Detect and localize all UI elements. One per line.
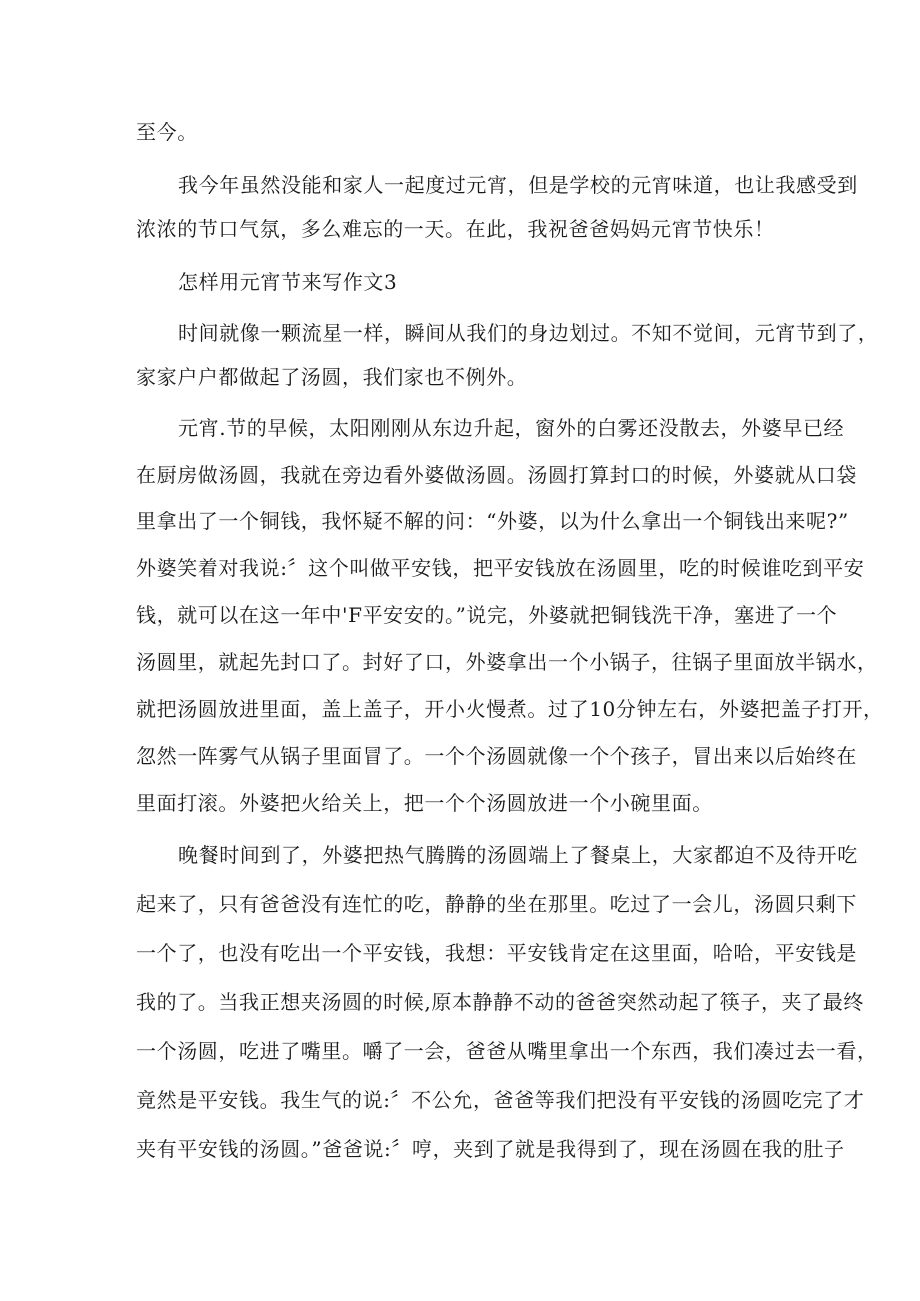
- paragraph-line: 外婆笑着对我说:〞这个叫做平安钱，把平安钱放在汤圆里，吃的时候谁吃到平安: [136, 556, 865, 580]
- paragraph-line: 竟然是平安钱。我生气的说:〞不公允，爸爸等我们把没有平安钱的汤圆吃完了才: [136, 1088, 865, 1112]
- paragraph-line: 钱，就可以在这一年中'F平安安的。”说完，外婆就把铜钱洗干净，塞进了一个: [136, 603, 838, 627]
- paragraph-line: 家家户户都做起了汤圆，我们家也不例外。: [136, 365, 528, 389]
- paragraph-line: 就把汤圆放进里面，盖上盖子，开小火慢煮。过了10分钟左右，外婆把盖子打开，: [136, 697, 884, 721]
- paragraph-line: 浓浓的节口气氛，多么难忘的一天。在此，我祝爸爸妈妈元宵节快乐！: [136, 217, 775, 241]
- paragraph-line: 忽然一阵雾气从锅子里面冒了。一个个汤圆就像一个个孩子，冒出来以后始终在: [136, 744, 857, 768]
- paragraph-line: 汤圆里，就起先封口了。封好了口，外婆拿出一个小锅子，往锅子里面放半锅水，: [136, 650, 878, 674]
- paragraph-line: 我的了。当我正想夹汤圆的时候,原本静静不动的爸爸突然动起了筷子，夹了最终: [136, 990, 864, 1014]
- paragraph-line: 晚餐时间到了，外婆把热气腾腾的汤圆端上了餐桌上，大家都迫不及待开吃: [178, 843, 858, 867]
- section-heading: 怎样用元宵节来写作文3: [178, 270, 398, 294]
- paragraph-line: 一个了，也没有吃出一个平安钱，我想：平安钱肯定在这里面，哈哈，平安钱是: [136, 941, 857, 965]
- paragraph-line: 一个汤圆，吃进了嘴里。嚼了一会，爸爸从嘴里拿出一个东西，我们凑过去一看，: [136, 1039, 878, 1063]
- paragraph-line: 夹有平安钱的汤圆。”爸爸说:〞哼，夹到了就是我得到了，现在汤圆在我的肚子: [136, 1137, 845, 1161]
- paragraph-line: 在厨房做汤圆，我就在旁边看外婆做汤圆。汤圆打算封口的时候，外婆就从口袋: [136, 463, 857, 487]
- paragraph-line: 起来了，只有爸爸没有连忙的吃，静静的坐在那里。吃过了一会儿，汤圆只剩下: [136, 892, 857, 916]
- paragraph-line: 里面打滚。外婆把火给关上，把一个个汤圆放进一个小碗里面。: [136, 791, 713, 815]
- paragraph-line: 时间就像一颗流星一样，瞬间从我们的身边划过。不知不觉间，元宵节到了，: [178, 321, 879, 345]
- paragraph-line: 里拿出了一个铜钱，我怀疑不解的问：“外婆，以为什么拿出一个铜钱出来呢?”: [136, 509, 849, 533]
- paragraph-line: 我今年虽然没能和家人一起度过元宵，但是学校的元宵味道，也让我感受到: [178, 173, 858, 197]
- paragraph-line: 元宵.节的早候，太阳刚刚从东边升起，窗外的白雾还没散去，外婆早已经: [178, 416, 845, 440]
- paragraph-line: 至今。: [136, 120, 198, 144]
